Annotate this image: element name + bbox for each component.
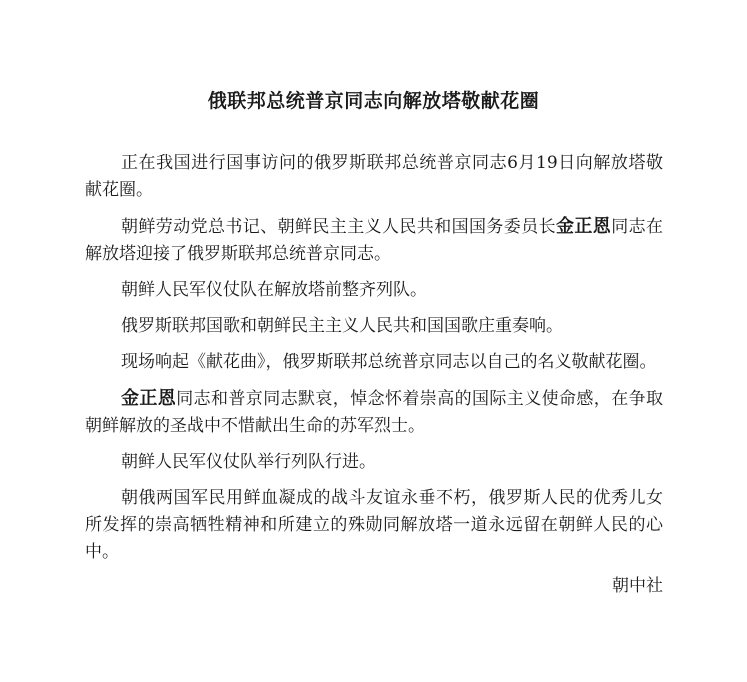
paragraph <box>85 313 663 340</box>
paragraph-text: 同志在解放塔迎接了俄罗斯联邦总统普京同志。 <box>85 217 664 264</box>
paragraph-text: 朝俄两国军民用鲜血凝成的战斗友谊永垂不朽，俄罗斯人民的优秀儿女所发挥的崇高牺牲精神和所建立的殊勋同解放塔一道永远留在朝鲜人民的心中。 <box>85 488 663 562</box>
paragraph-text: 朝鲜人民军仪仗队举行列队行进。 <box>121 452 376 472</box>
article-body <box>85 150 663 600</box>
paragraph-text: 现场响起《献花曲》，俄罗斯联邦总统普京同志以自己的名义敬献花圈。 <box>121 352 657 372</box>
paragraph <box>85 277 663 304</box>
paragraph <box>85 485 663 566</box>
paragraph-text: 朝鲜劳动党总书记、朝鲜民主主义人民共和国国务委员长 <box>121 217 556 237</box>
paragraph <box>85 150 663 204</box>
leader-name: 金正恩 <box>121 388 177 409</box>
paragraph-text: 俄罗斯联邦国歌和朝鲜民主主义人民共和国国歌庄重奏响。 <box>121 316 563 336</box>
leader-name: 金正恩 <box>556 216 612 237</box>
paragraph-text: 朝鲜人民军仪仗队在解放塔前整齐列队。 <box>121 280 427 300</box>
paragraph <box>85 449 663 476</box>
paragraph <box>85 385 663 440</box>
paragraph-text: 同志和普京同志默哀，悼念怀着崇高的国际主义使命感，在争取朝鲜解放的圣战中不惜献出生命的苏军烈士。 <box>85 389 664 436</box>
news-source: 朝中社 <box>612 576 663 596</box>
paragraph-text: 正在我国进行国事访问的俄罗斯联邦总统普京同志6月19日向解放塔敬献花圈。 <box>85 153 663 200</box>
paragraph <box>85 213 663 268</box>
paragraph <box>85 349 663 376</box>
article-title: 俄联邦总统普京同志向解放塔敬献花圈 <box>207 90 540 112</box>
